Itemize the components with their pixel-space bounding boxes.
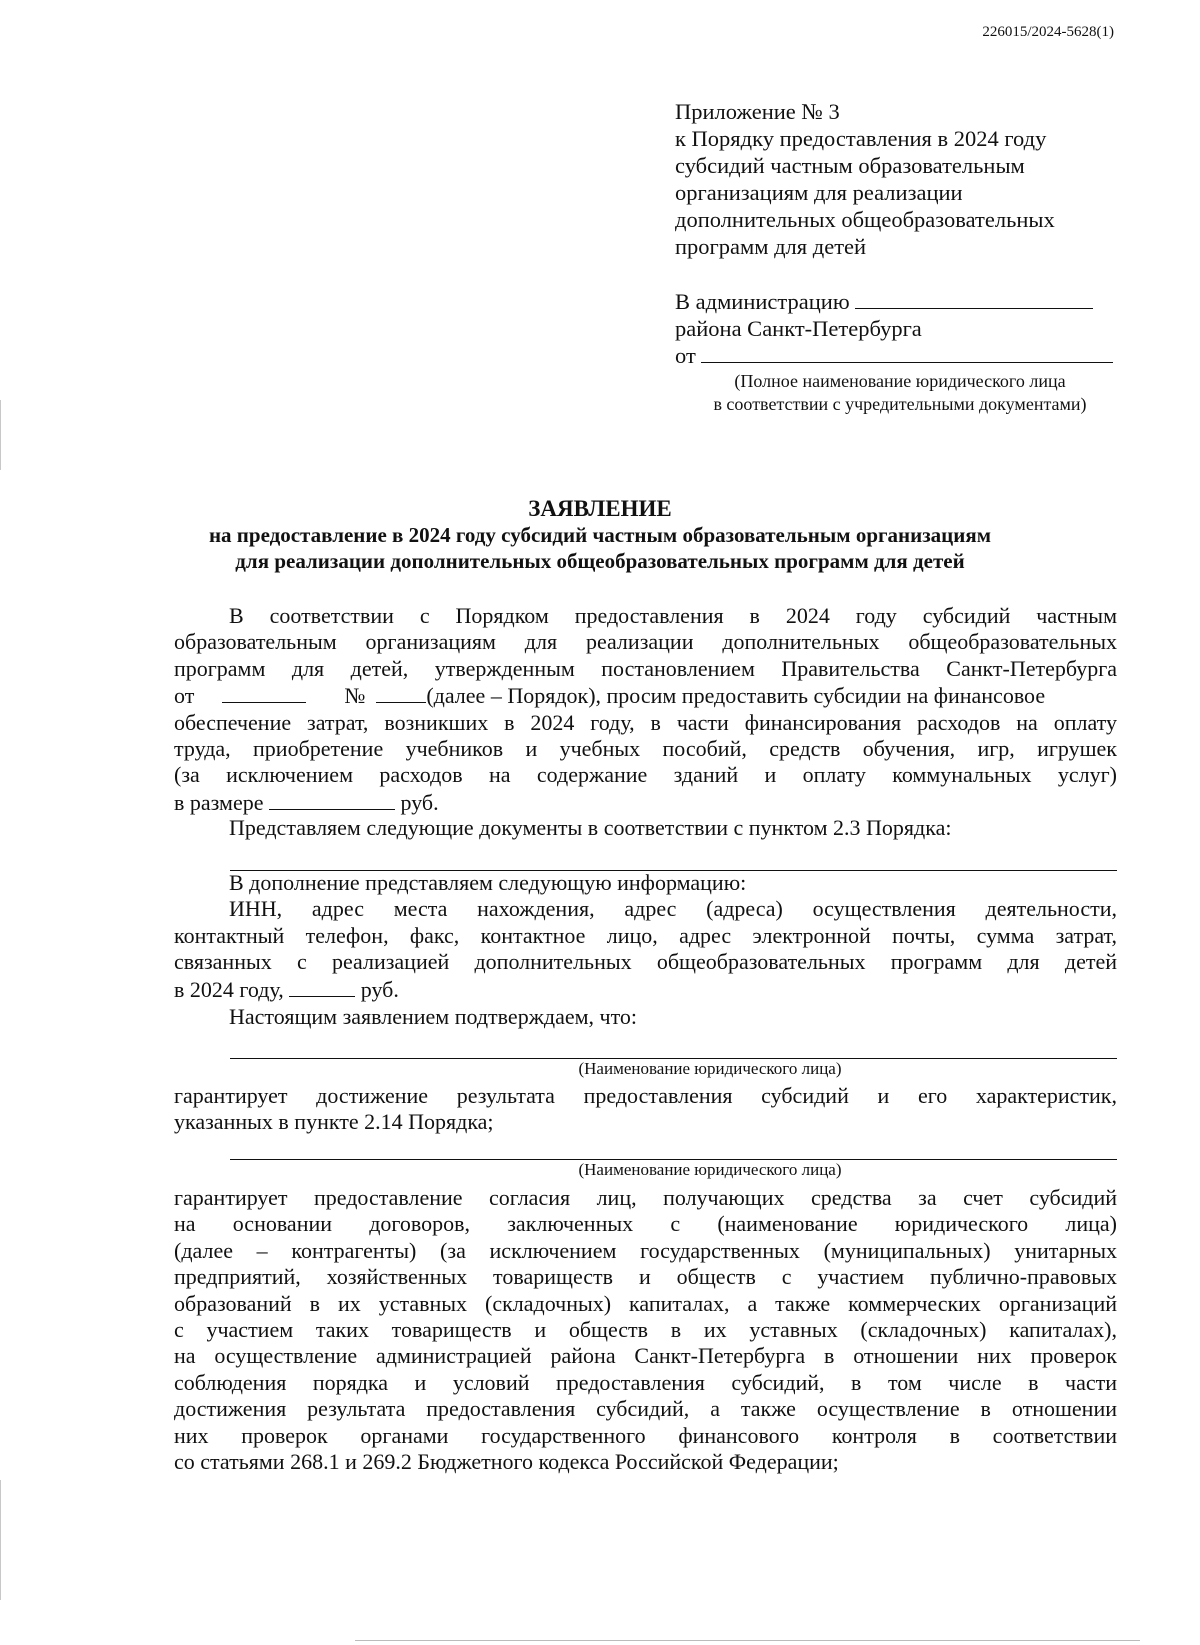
decree-number-blank-field[interactable]	[376, 682, 426, 703]
text-line: указанных в пункте 2.14 Порядка;	[174, 1109, 494, 1135]
scan-edge-mark	[0, 400, 1, 470]
paragraph-request	[174, 603, 1117, 816]
confirm-intro	[174, 1004, 1117, 1030]
text-line: труда, приобретение учебников и учебных пособий, средств обучения, игр, игрушек	[174, 736, 1117, 762]
text-fragment: (далее – Порядок), просим предоставить субсидии на финансовое	[426, 683, 1046, 709]
applicant-name-blank-field[interactable]	[701, 342, 1113, 363]
text-line: контактный телефон, факс, контактное лицо, адрес электронной почты, сумма затрат,	[174, 922, 1117, 948]
registration-number: 226015/2024-5628(1)	[982, 24, 1114, 40]
guarantee-result-paragraph	[174, 1083, 1117, 1136]
addressee-line2: района Санкт-Петербурга	[675, 316, 922, 341]
text-line: образований в их уставных (складочных) капиталах, а также коммерческих организаций	[174, 1290, 1117, 1316]
addressee-from-label: от	[675, 343, 696, 368]
text-line: В дополнение представляем следующую информацию:	[229, 870, 747, 895]
scan-bottom-edge	[355, 1640, 1140, 1641]
appendix-line: программ для детей	[675, 234, 867, 259]
appendix-line: дополнительных общеобразовательных	[675, 207, 1055, 232]
subsidy-amount-blank-field[interactable]	[269, 789, 395, 810]
text-line: связанных с реализацией дополнительных общеобразовательных программ для детей	[174, 949, 1117, 975]
administration-blank-field[interactable]	[855, 288, 1093, 309]
text-fragment: в размере	[174, 789, 264, 815]
documents-paragraph	[174, 815, 1117, 841]
text-fragment: руб.	[400, 789, 439, 815]
extra-info-paragraph	[174, 870, 1117, 1003]
text-line: обеспечение затрат, возникших в 2024 году, в части финансирования расходов на оплату	[174, 709, 1117, 735]
text-line: Представляем следующие документы в соответствии с пунктом 2.3 Порядка:	[229, 815, 952, 840]
document-subtitle-line: для реализации дополнительных общеобразовательных программ для детей	[235, 549, 965, 573]
appendix-line: организациям для реализации	[675, 180, 963, 205]
addressee-line1: В администрацию	[675, 289, 850, 314]
text-line: ИНН, адрес места нахождения, адрес (адреса) осуществления деятельности,	[229, 896, 1117, 922]
legal-entity-caption: (Наименование юридического лица)	[578, 1059, 842, 1078]
text-line: достижения результата предоставления субсидий, а также осуществление в отношении	[174, 1396, 1117, 1422]
legal-entity-caption: (Наименование юридического лица)	[578, 1160, 842, 1179]
text-line: программ для детей, утвержденным постановлением Правительства Санкт-Петербурга	[174, 655, 1117, 681]
text-line: (за исключением расходов на содержание зданий и оплату коммунальных услуг)	[174, 762, 1117, 788]
decree-date-blank-field[interactable]	[222, 682, 306, 703]
text-line: с участием таких товариществ и обществ в их уставных (складочных) капиталах),	[174, 1317, 1117, 1343]
text-fragment: в 2024 году,	[174, 976, 284, 1002]
appendix-line: Приложение № 3	[675, 99, 840, 124]
note-line: в соответствии с учредительными документами)	[713, 394, 1087, 414]
appendix-line: к Порядку предоставления в 2024 году	[675, 126, 1047, 151]
text-line: на осуществление администрацией района Санкт-Петербурга в отношении них проверок	[174, 1343, 1117, 1369]
text-line: (далее – контрагенты) (за исключением государственных (муниципальных) унитарных	[174, 1237, 1117, 1263]
text-line: Настоящим заявлением подтверждаем, что:	[229, 1004, 638, 1029]
note-line: (Полное наименование юридического лица	[734, 371, 1066, 391]
text-line: со статьями 268.1 и 269.2 Бюджетного кодекса Российской Федерации;	[174, 1449, 839, 1475]
text-fragment: №	[344, 683, 366, 709]
text-line: гарантирует достижение результата предоставления субсидий и его характеристик,	[174, 1083, 1117, 1108]
document-title: ЗАЯВЛЕНИЕ	[528, 496, 672, 521]
text-line: В соответствии с Порядком предоставления в 2024 году субсидий частным	[229, 603, 1117, 628]
costs-amount-blank-field[interactable]	[289, 976, 355, 997]
text-line: них проверок органами государственного финансового контроля в соответствии	[174, 1422, 1117, 1448]
text-fragment: руб.	[360, 976, 399, 1002]
appendix-block	[675, 98, 1055, 260]
text-fragment: от	[174, 683, 195, 709]
document-subtitle-line: на предоставление в 2024 году субсидий частным образовательным организациям	[208, 523, 992, 547]
text-line: на основании договоров, заключенных с (наименование юридического лица)	[174, 1211, 1117, 1237]
addressee-block	[675, 288, 1113, 369]
text-line: соблюдения порядка и условий предоставления субсидий, в том числе в части	[174, 1369, 1117, 1395]
text-line: образовательным организациям для реализации дополнительных общеобразовательных	[174, 629, 1117, 655]
guarantee-consent-paragraph	[174, 1185, 1117, 1475]
addressee-note	[690, 370, 1110, 416]
scan-edge-mark	[0, 1480, 1, 1600]
appendix-line: субсидий частным образовательным	[675, 153, 1025, 178]
text-line: гарантирует предоставление согласия лиц, получающих средства за счет субсидий	[174, 1185, 1117, 1210]
text-line: предприятий, хозяйственных товариществ и обществ с участием публично-правовых	[174, 1264, 1117, 1290]
